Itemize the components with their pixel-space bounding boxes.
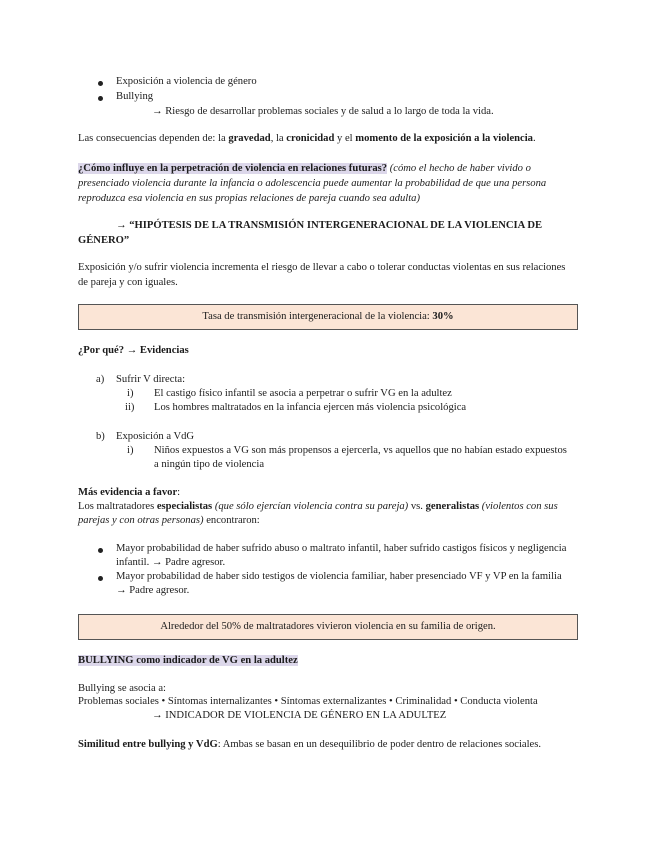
arrow-line: → Riesgo de desarrollar problemas sociales y de salud a lo largo de toda la vida.: [152, 106, 494, 117]
list-item: infantil. → Padre agresor.: [116, 557, 226, 568]
text: BULLYING: [78, 655, 134, 666]
bold-term: generalistas: [425, 501, 480, 512]
italic-note: (violentos con sus: [479, 501, 558, 512]
text: : Ambas se basan en un desequilibrio de poder dentro de relaciones sociales.: [217, 739, 542, 750]
italic-note: (cómo el hecho de haber vivido o: [387, 163, 531, 174]
list-marker: b): [96, 431, 105, 442]
more-evidence-heading: [78, 487, 180, 498]
hypothesis-title: GÉNERO”: [78, 235, 130, 246]
text: , la: [270, 133, 287, 144]
list-marker: i): [127, 388, 134, 399]
text: y el: [334, 133, 356, 144]
question-line: [78, 163, 531, 174]
highlighted-question: ¿Cómo influye en la perpetración de violencia en relaciones futuras?: [78, 163, 388, 174]
bold-term: especialistas: [156, 501, 213, 512]
list-marker: ii): [125, 402, 135, 413]
text: :: [177, 487, 181, 498]
section-heading: [78, 655, 298, 666]
text: encontraron:: [203, 515, 260, 526]
box-value: 30%: [432, 311, 454, 322]
paragraph: de pareja y con iguales.: [78, 277, 178, 288]
italic-note: reproduzca esa violencia en sus propias relaciones de pareja cuando sea adulta): [78, 193, 420, 204]
list-item: Bullying: [116, 91, 154, 102]
bullet-icon: [98, 576, 103, 581]
bold-title: Más evidencia a favor: [78, 487, 178, 498]
consequences-paragraph: [78, 133, 536, 144]
bullet-icon: [98, 96, 103, 101]
list-item: Exposición a violencia de género: [116, 76, 257, 87]
bold-term: gravedad: [228, 133, 271, 144]
list-item: → Padre agresor.: [116, 585, 190, 596]
list-marker: a): [96, 374, 105, 385]
section-heading: ¿Por qué? → Evidencias: [78, 345, 189, 356]
italic-note: parejas y con otras personas): [78, 515, 204, 526]
list-label: Sufrir V directa:: [116, 374, 186, 385]
box-text: Alrededor del 50% de maltratadores vivieron violencia en su familia de origen.: [160, 621, 496, 632]
text: .: [532, 133, 536, 144]
list-item: Los hombres maltratados en la infancia ejercen más violencia psicológica: [154, 402, 467, 413]
list-item: El castigo físico infantil se asocia a perpetrar o sufrir VG en la adultez: [154, 388, 452, 399]
list-marker: i): [127, 445, 134, 456]
list-label: Exposición a VdG: [116, 431, 195, 442]
list-item: Mayor probabilidad de haber sufrido abuso o maltrato infantil, haber sufrido castigos físicos y negligencia: [116, 543, 567, 554]
highlighted-heading: [78, 655, 298, 666]
text: Las consecuencias dependen de: la: [78, 133, 229, 144]
paragraph: [78, 739, 541, 750]
bullet-icon: [98, 548, 103, 553]
arrow-line: → INDICADOR DE VIOLENCIA DE GÉNERO EN LA ADULTEZ: [152, 710, 447, 721]
hypothesis-title: → “HIPÓTESIS DE LA TRANSMISIÓN INTERGENERACIONAL DE LA VIOLENCIA DE: [116, 220, 543, 231]
italic-note: (que sólo ejercían violencia contra su pareja): [212, 501, 409, 512]
list-item: a ningún tipo de violencia: [154, 459, 265, 470]
bold-term: cronicidad: [286, 133, 335, 144]
text: Los maltratadores: [78, 501, 157, 512]
bullet-icon: [98, 81, 103, 86]
list-item: Mayor probabilidad de haber sido testigos de violencia familiar, haber presenciado VF y VP en la familia: [116, 571, 562, 582]
highlight-box: [78, 304, 578, 330]
box-text: Tasa de transmisión intergeneracional de la violencia:: [202, 311, 433, 322]
paragraph: Bullying se asocia a:: [78, 683, 166, 694]
italic-note: presenciado violencia durante la infancia o adolescencia puede aumentar la probabilidad de que una persona: [78, 178, 547, 189]
bold-term: momento de la exposición a la violencia: [355, 133, 533, 144]
paragraph: Exposición y/o sufrir violencia incrementa el riesgo de llevar a cabo o tolerar conductas violentas en sus relaciones: [78, 262, 566, 273]
paragraph: Problemas sociales • Síntomas internalizantes • Síntomas externalizantes • Criminalidad • Conducta violenta: [78, 696, 538, 707]
paragraph: [78, 501, 558, 512]
bold-term: Similitud entre bullying y VdG: [78, 739, 218, 750]
list-item: Niños expuestos a VG son más propensos a ejercerla, vs aquellos que no habían estado expuestos: [154, 445, 567, 456]
highlight-box: [78, 614, 578, 640]
paragraph: [78, 515, 260, 526]
text: vs.: [408, 501, 426, 512]
text: como indicador de VG en la adultez: [133, 655, 298, 666]
